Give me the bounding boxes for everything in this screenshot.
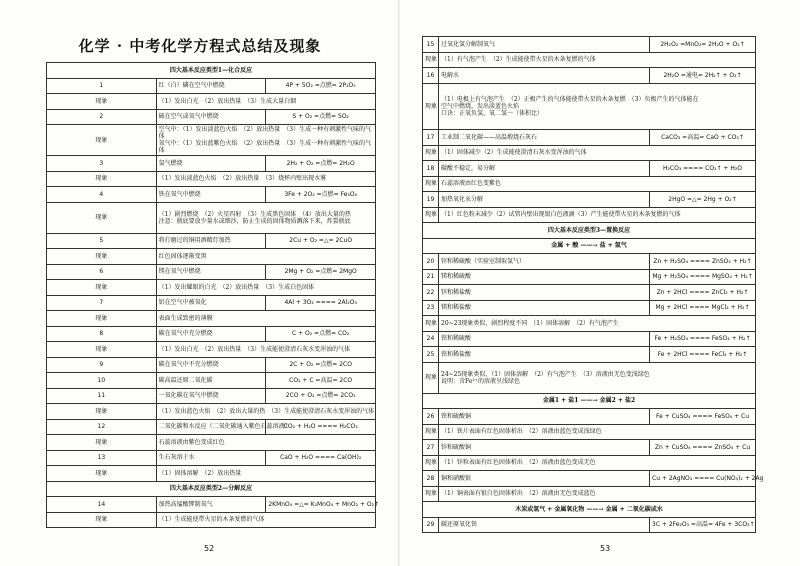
chemical-equation: 2Cu + O₂ =△= 2CuO <box>266 233 376 249</box>
page-title: 化学 · 中考化学方程式总结及现象 <box>78 37 322 55</box>
reaction-description: 碳高温还原二氧化碳 <box>156 373 266 389</box>
chemical-equation: 2H₂ + O₂ =点燃= 2H₂O <box>266 156 376 172</box>
equation-number: 6 <box>47 264 157 280</box>
equation-row <box>47 295 376 311</box>
phenomenon-label: 现象 <box>423 145 439 161</box>
phenomenon-label: 现象 <box>423 362 439 393</box>
equation-row <box>47 450 376 466</box>
phenomenon-label: 现象 <box>47 202 157 233</box>
equation-table-right <box>422 36 764 533</box>
equation-number: 5 <box>47 233 157 249</box>
equation-number: 16 <box>423 68 439 84</box>
phenomenon-text: （1）发出耀眼的白光 （2）放出热量 （3）生成白色固体 <box>156 280 375 296</box>
reaction-description: 工业制二氧化碳——高温煅烧石灰石 <box>439 130 650 146</box>
phenomenon-row <box>423 145 756 161</box>
chemical-equation: 2H₂O₂ =MnO₂= 2H₂O + O₂↑ <box>650 37 756 53</box>
equation-row <box>47 497 376 513</box>
section-title: 金属1 + 盐1 ——→ 金属2 + 盐2 <box>423 393 756 409</box>
phenomenon-row <box>47 311 376 327</box>
equation-number: 26 <box>423 409 439 425</box>
equation-row <box>423 254 756 270</box>
section-header-row <box>47 481 376 497</box>
section-title: 四大基本反应类型2—分解反应 <box>47 481 376 497</box>
equation-number: 22 <box>423 285 439 301</box>
chemical-equation: 2Mg + O₂ =点燃= 2MgO <box>266 264 376 280</box>
reaction-description: 生石灰溶于水 <box>156 450 266 466</box>
phenomenon-line: 氧气中：（1）发出蓝紫色火焰 （2）放出热量 （3）生成一种有刺激性气味的气体 <box>158 140 372 154</box>
equation-number: 29 <box>423 517 439 533</box>
equation-row <box>423 471 756 487</box>
phenomenon-label: 现象 <box>423 424 439 440</box>
equation-number: 15 <box>423 37 439 53</box>
reaction-description: 加热氧化汞分解 <box>439 192 650 208</box>
equation-number: 13 <box>47 450 157 466</box>
reaction-description: 过氧化氢分解制氧气 <box>439 37 650 53</box>
phenomenon-text: 红色固体逐渐变黑 <box>156 249 375 265</box>
right-page <box>400 0 800 566</box>
chemical-equation: 2C + O₂ =点燃= 2CO <box>266 357 376 373</box>
chemical-equation: H₂CO₃ ==== CO₂↑ + H₂O <box>650 161 756 177</box>
reaction-description: 铁和硫酸铜 <box>439 409 650 425</box>
chemical-equation: 4Al + 3O₂ ==== 2Al₂O₃ <box>266 295 376 311</box>
phenomenon-line: 空气中燃烧，发出淡蓝色火焰 <box>441 102 520 110</box>
phenomenon-text: 石蕊溶液由紫色变成红色 <box>156 435 375 451</box>
equation-row <box>47 109 376 125</box>
section-header-row <box>423 238 756 254</box>
chemical-equation: Zn + CuSO₄ ==== ZnSO₄ + Cu <box>650 440 756 456</box>
chemical-equation: 2H₂O =通电= 2H₂↑ + O₂↑ <box>650 68 756 84</box>
equation-row <box>423 517 756 533</box>
equation-row <box>47 233 376 249</box>
chemical-equation: Zn + H₂SO₄ ==== ZnSO₄ + H₂↑ <box>650 254 756 270</box>
reaction-description: 锌和稀盐酸 <box>439 285 650 301</box>
phenomenon-row <box>423 424 756 440</box>
phenomenon-text: （1）发出白光 （2）放出热量 （3）生成大量白烟 <box>156 94 375 110</box>
chemical-equation: CaO + H₂O ==== Ca(OH)₂ <box>266 450 376 466</box>
equation-number: 14 <box>47 497 157 513</box>
equation-row <box>423 300 756 316</box>
phenomenon-line: 注意：瓶底要放少量水或细沙，防止生成的固体物质溅落下来，炸裂瓶底 <box>158 217 351 225</box>
equation-number: 24 <box>423 331 439 347</box>
phenomenon-label: 现象 <box>423 176 439 192</box>
chemical-equation: 3Fe + 2O₂ =点燃= Fe₃O₄ <box>266 187 376 203</box>
equation-number: 2 <box>47 109 157 125</box>
equation-row <box>423 269 756 285</box>
equation-row <box>423 130 756 146</box>
phenomenon-label: 现象 <box>47 171 157 187</box>
phenomenon-line: 空气中：（1）发出淡蓝色火焰 （2）放出热量 （3）生成一种有刺激性气味的气体 <box>158 126 372 140</box>
phenomenon-text: （1）发出蓝色火焰 （2）放出大量的热 （3）生成能使澄清石灰水变浑浊的气体 <box>156 404 375 420</box>
chemical-equation: Cu + 2AgNO₃ ==== Cu(NO₃)₂ + 2Ag <box>650 471 756 487</box>
phenomenon-label: 现象 <box>47 404 157 420</box>
reaction-description: 电解水 <box>439 68 650 84</box>
phenomenon-line: （1）剧烈燃烧 （2）火星四射 （3）生成黑色固体 （4）放出大量的热 <box>158 210 351 218</box>
equation-number: 21 <box>423 269 439 285</box>
phenomenon-text: （1）固体溶解 （2）放出热量 <box>156 466 375 482</box>
phenomenon-label: 现象 <box>47 342 157 358</box>
phenomenon-text: （1）固体减少（2）生成能使澄清石灰水变浑浊的气体 <box>439 145 756 161</box>
equation-row <box>423 331 756 347</box>
phenomenon-label: 现象 <box>47 249 157 265</box>
chemical-equation: 3C + 2Fe₂O₃ =高温= 4Fe + 3CO₂↑ <box>650 517 756 533</box>
equation-number: 28 <box>423 471 439 487</box>
reaction-description: 硫在空气或氧气中燃烧 <box>156 109 266 125</box>
equation-table-left <box>46 62 380 528</box>
equation-number: 17 <box>423 130 439 146</box>
reaction-description: 铁在氧气中燃烧 <box>156 187 266 203</box>
phenomenon-text <box>156 202 375 233</box>
phenomenon-row <box>47 125 376 156</box>
phenomenon-row <box>47 342 376 358</box>
reaction-description: 一氧化碳在氧气中燃烧 <box>156 388 266 404</box>
equation-row <box>423 68 756 84</box>
chemical-equation: CO₂ + H₂O ==== H₂CO₃ <box>266 419 376 435</box>
reaction-description: 铁和稀盐酸 <box>439 347 650 363</box>
chemical-equation: 2CO + O₂ =点燃= 2CO₂ <box>266 388 376 404</box>
chemical-equation: C + O₂ =点燃= CO₂ <box>266 326 376 342</box>
chemical-equation: 2KMnO₄ =△= K₂MnO₄ + MnO₂ + O₂↑ <box>266 497 376 513</box>
phenomenon-text: （1）生成能使带火星的木条复燃的气体 <box>156 512 375 528</box>
chemical-equation: S + O₂ =点燃= SO₂ <box>266 109 376 125</box>
chemical-equation: Fe + H₂SO₄ ==== FeSO₄ + H₂↑ <box>650 331 756 347</box>
phenomenon-label: 现象 <box>47 466 157 482</box>
phenomenon-label: 现象 <box>423 52 439 68</box>
page-number-right: 53 <box>600 544 611 553</box>
phenomenon-line: 24~25现象类似，（1）固体溶解 （2）有气泡产生 （3）溶液由无色变浅绿色 <box>441 370 650 378</box>
reaction-description: 碳在氧气中充分燃烧 <box>156 326 266 342</box>
equation-number: 9 <box>47 357 157 373</box>
chemical-equation: 4P + 5O₂ =点燃= 2P₂O₅ <box>266 78 376 94</box>
equation-row <box>47 187 376 203</box>
phenomenon-row <box>47 280 376 296</box>
phenomenon-row <box>423 455 756 471</box>
phenomenon-row <box>423 486 756 502</box>
phenomenon-label: 现象 <box>423 316 439 332</box>
equation-number: 27 <box>423 440 439 456</box>
reaction-description: 碳酸不稳定，易分解 <box>439 161 650 177</box>
phenomenon-row <box>47 404 376 420</box>
reaction-description: 碳在氧气中不充分燃烧 <box>156 357 266 373</box>
phenomenon-text: （1）铁片表面有红色固体析出 （2）溶液由蓝色变成浅绿色 <box>439 424 756 440</box>
phenomenon-text <box>439 362 756 393</box>
phenomenon-text: （1）发出淡蓝色火焰 （2）放出热量 （3）烧杯内壁出现水雾 <box>156 171 375 187</box>
equation-row <box>423 409 756 425</box>
phenomenon-row <box>47 202 376 233</box>
reaction-description: 镁和稀盐酸 <box>439 300 650 316</box>
reaction-description: 二氧化碳和水反应（二氧化碳通入紫色石蕊溶液） <box>156 419 266 435</box>
phenomenon-text: （1）发出白光 （2）放出热量 （3）生成能使澄清石灰水变浑浊的气体 <box>156 342 375 358</box>
equation-number: 18 <box>423 161 439 177</box>
chemical-equation: Fe + 2HCl ==== FeCl₂ + H₂↑ <box>650 347 756 363</box>
phenomenon-row <box>423 316 756 332</box>
phenomenon-text <box>439 83 756 130</box>
phenomenon-label: 现象 <box>423 83 439 130</box>
phenomenon-label: 现象 <box>47 125 157 156</box>
section-title: 四大基本反应类型1—化合反应 <box>47 63 376 79</box>
equation-number: 7 <box>47 295 157 311</box>
reaction-description: 碳还原氧化铁 <box>439 517 650 533</box>
phenomenon-text: （1）红色粉末减少（2）试管内壁出现银白色液滴（3）产生能使带火星的木条复燃的气体 <box>439 207 756 223</box>
phenomenon-text <box>156 125 375 156</box>
phenomenon-text: （1）有气泡产生 （2）生成能使带火星的木条复燃的气体 <box>439 52 756 68</box>
equation-row <box>423 161 756 177</box>
reaction-description: 铝在空气中被氧化 <box>156 295 266 311</box>
section-title: 四大基本反应类型3—置换反应 <box>423 223 756 239</box>
reaction-description: 锌和稀硫酸（实验室制取氢气） <box>439 254 650 270</box>
equation-number: 4 <box>47 187 157 203</box>
equation-row <box>423 440 756 456</box>
phenomenon-row <box>47 512 376 528</box>
section-title: 金属 + 酸 ——→ 盐 + 氢气 <box>423 238 756 254</box>
equation-number: 20 <box>423 254 439 270</box>
reaction-description: 加热高锰酸钾制氧气 <box>156 497 266 513</box>
equation-number: 25 <box>423 347 439 363</box>
equation-number: 19 <box>423 192 439 208</box>
reaction-description: 氢气燃烧 <box>156 156 266 172</box>
phenomenon-row <box>423 207 756 223</box>
phenomenon-row <box>423 83 756 130</box>
equation-row <box>423 192 756 208</box>
equation-row <box>423 347 756 363</box>
reaction-description: 将打磨过的铜用酒精灯加热 <box>156 233 266 249</box>
equation-number: 12 <box>47 419 157 435</box>
equation-number: 10 <box>47 373 157 389</box>
phenomenon-text: （1）铜表面有银白色固体析出 （2）溶液由无色变成蓝色 <box>439 486 756 502</box>
equation-number: 8 <box>47 326 157 342</box>
reaction-description: 铁和稀硫酸 <box>439 331 650 347</box>
equation-row <box>47 388 376 404</box>
phenomenon-label: 现象 <box>47 311 157 327</box>
phenomenon-label: 现象 <box>47 435 157 451</box>
reaction-description: 红（白）磷在空气中燃烧 <box>156 78 266 94</box>
phenomenon-text: 表面生成致密的薄膜 <box>156 311 375 327</box>
reaction-description: 镁和稀硫酸 <box>439 269 650 285</box>
section-header-row <box>423 223 756 239</box>
chemical-equation: Fe + CuSO₄ ==== FeSO₄ + Cu <box>650 409 756 425</box>
equation-row <box>47 419 376 435</box>
phenomenon-label: 现象 <box>47 280 157 296</box>
section-header-row <box>423 502 756 518</box>
phenomenon-label: 现象 <box>423 455 439 471</box>
phenomenon-line: 说明：含Fe²⁺的溶液呈浅绿色 <box>441 377 520 385</box>
equation-row <box>47 156 376 172</box>
phenomenon-row <box>423 52 756 68</box>
equation-row <box>47 78 376 94</box>
phenomenon-line: （1）电极上有气泡产生 （2）正极产生的气体能使带火星的木条复燃 （3）负极产生的气体能在 <box>441 95 699 103</box>
reaction-description: 铜和硝酸银 <box>439 471 650 487</box>
phenomenon-row <box>47 249 376 265</box>
equation-number: 1 <box>47 78 157 94</box>
equation-number: 3 <box>47 156 157 172</box>
page-number-left: 52 <box>204 544 215 553</box>
section-header-row <box>47 63 376 79</box>
equation-row <box>47 264 376 280</box>
phenomenon-row <box>47 466 376 482</box>
section-header-row <box>423 393 756 409</box>
phenomenon-label: 现象 <box>47 94 157 110</box>
equation-number: 23 <box>423 300 439 316</box>
chemical-equation: CaCO₃ =高温= CaO + CO₂↑ <box>650 130 756 146</box>
equation-row <box>47 326 376 342</box>
equation-row <box>423 285 756 301</box>
phenomenon-text: 20~23现象类似，剧烈程度不同 （1）固体溶解 （2）有气泡产生 <box>439 316 756 332</box>
equation-row <box>47 357 376 373</box>
chemical-equation: Mg + 2HCl ==== MgCl₂ + H₂↑ <box>650 300 756 316</box>
phenomenon-label: 现象 <box>423 486 439 502</box>
equation-row <box>47 373 376 389</box>
chemical-equation: Zn + 2HCl ==== ZnCl₂ + H₂↑ <box>650 285 756 301</box>
phenomenon-row <box>47 435 376 451</box>
equation-row <box>423 37 756 53</box>
phenomenon-row <box>47 171 376 187</box>
phenomenon-text: （1）锌粒表面有红色固体析出 （2）溶液由蓝色变成无色 <box>439 455 756 471</box>
phenomenon-label: 现象 <box>47 512 157 528</box>
phenomenon-label: 现象 <box>423 207 439 223</box>
chemical-equation: Mg + H₂SO₄ ==== MgSO₄ + H₂↑ <box>650 269 756 285</box>
phenomenon-line: 口诀：正氧负氢，氧二氢一（体积比） <box>441 109 544 117</box>
equation-number: 11 <box>47 388 157 404</box>
phenomenon-row <box>423 176 756 192</box>
phenomenon-text: 石蕊溶液由红色变紫色 <box>439 176 756 192</box>
section-title: 木炭或氢气 + 金属氧化物 ——→ 金属 + 二氧化碳或水 <box>423 502 756 518</box>
reaction-description: 镁在氧气中燃烧 <box>156 264 266 280</box>
chemical-equation: 2HgO =△= 2Hg + O₂↑ <box>650 192 756 208</box>
phenomenon-row <box>423 362 756 393</box>
phenomenon-row <box>47 94 376 110</box>
reaction-description: 锌和硫酸铜 <box>439 440 650 456</box>
chemical-equation: CO₂ + C =高温= 2CO <box>266 373 376 389</box>
